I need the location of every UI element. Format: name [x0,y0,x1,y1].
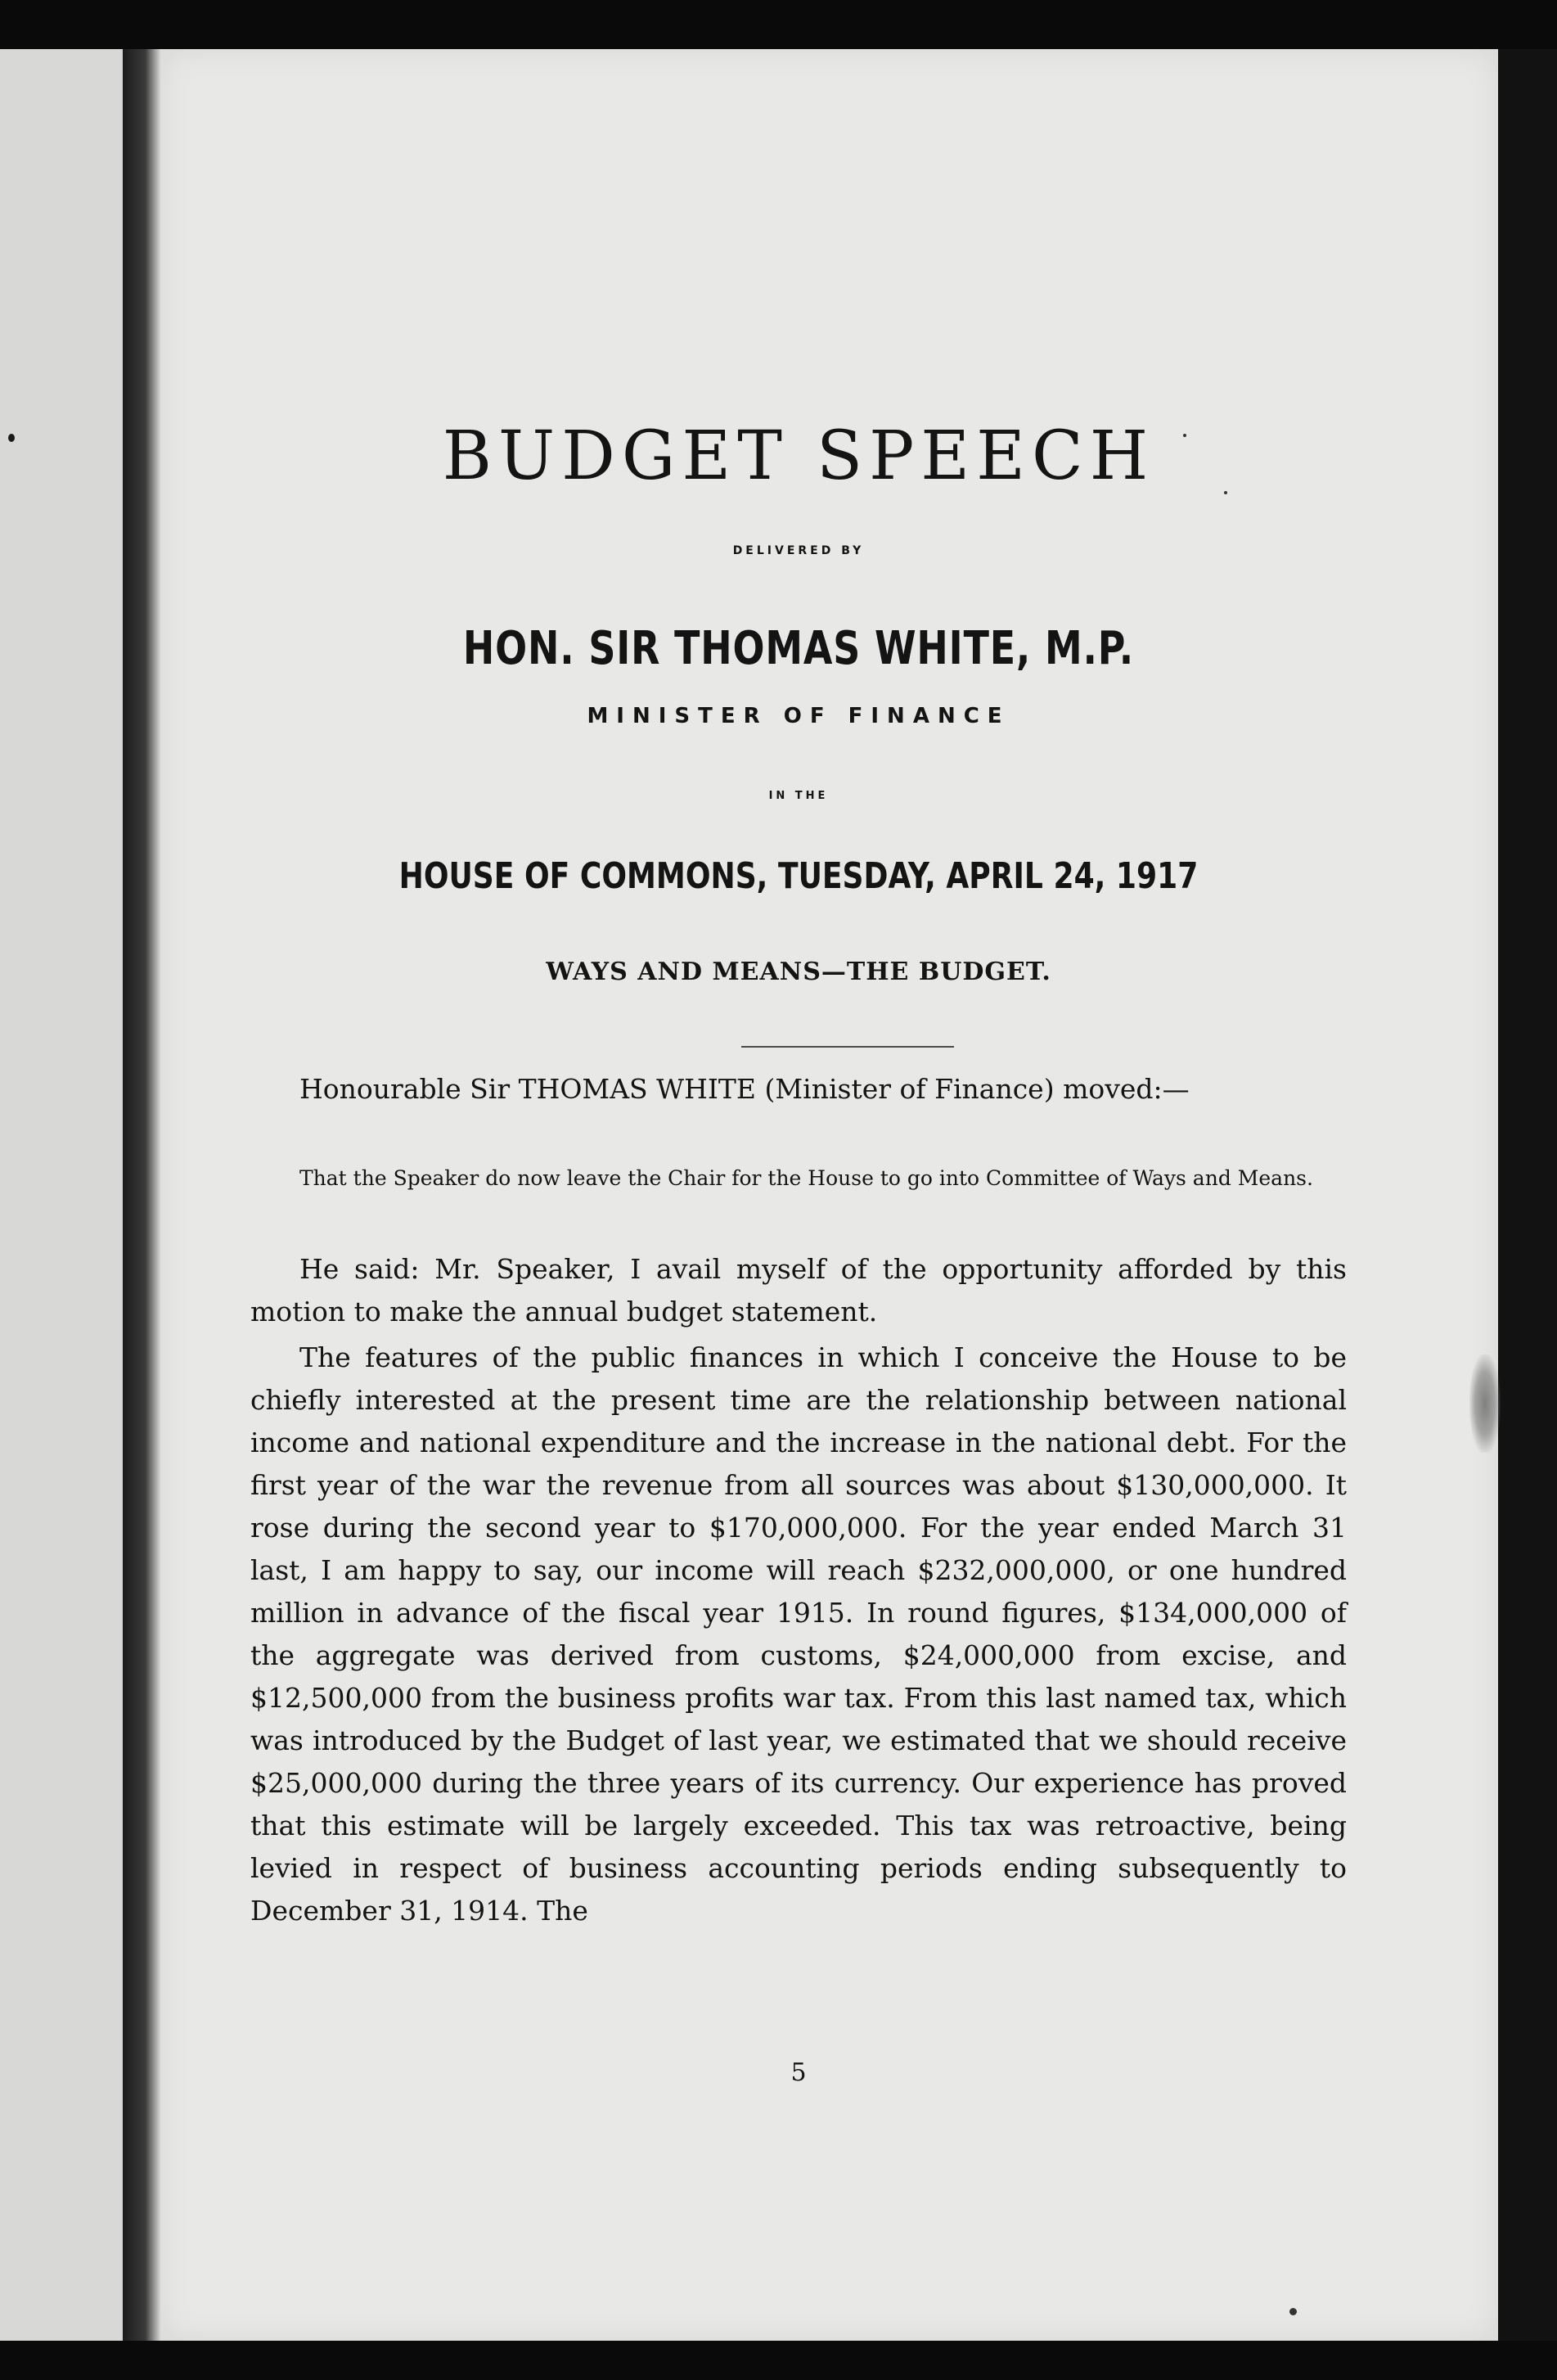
speaker-office: MINISTER OF FINANCE [587,704,1010,728]
paragraph: The features of the public finances in which I conceive the House to be chiefly interested at the present time are the relationship between national income and national expenditure and the increase in the national debt. For the first year of the war the revenue from all sources was about $130,000,000. It rose during the second year to $170,000,000. For the year ended March 31 last, I am happy to say, our income will reach $232,000,000, or one hundred million in advance of the fiscal year 1915. In round figures, $134,000,000 of the aggregate was derived from customs, $24,000,000 from excise, and $12,500,000 from the business profits war tax. From this last named tax, which was introduced by the Budget of last year, we estimated that we should receive $25,000,000 during the three years of its currency. Our experience has proved that this estimate will be largely exceeded. This tax was retroactive, being levied in respect of business accounting periods ending subsequently to December 31, 1914. The [250,1341,1347,1927]
book-spine-shadow [123,49,160,2341]
margin-stain [1469,1355,1501,1453]
paragraph: He said: Mr. Speaker, I avail myself of the opportunity afforded by this motion to make the annual budget statement. [250,1253,1347,1327]
page-number: 5 [790,2058,807,2087]
speaker-name: HON. SIR THOMAS WHITE, M.P. [462,622,1135,675]
motion-text: That the Speaker do now leave the Chair for the House to go into Committee of Ways and Means. [299,1166,1313,1190]
delivered-by-label: DELIVERED BY [732,544,865,557]
in-the-label: IN THE [768,790,829,802]
venue-and-date: HOUSE OF COMMONS, TUESDAY, APRIL 24, 1917 [398,855,1199,897]
divider [741,1046,954,1048]
scan-border [1498,49,1557,2341]
section-heading: WAYS AND MEANS—THE BUDGET. [546,958,1051,986]
page-5 [160,49,1498,2341]
previous-page-edge [0,49,123,2341]
dust-speck [1289,2308,1297,2315]
motion-intro: Honourable Sir THOMAS WHITE (Minister of Finance) moved:— [299,1073,1190,1105]
document-title: BUDGET SPEECH [442,417,1155,495]
